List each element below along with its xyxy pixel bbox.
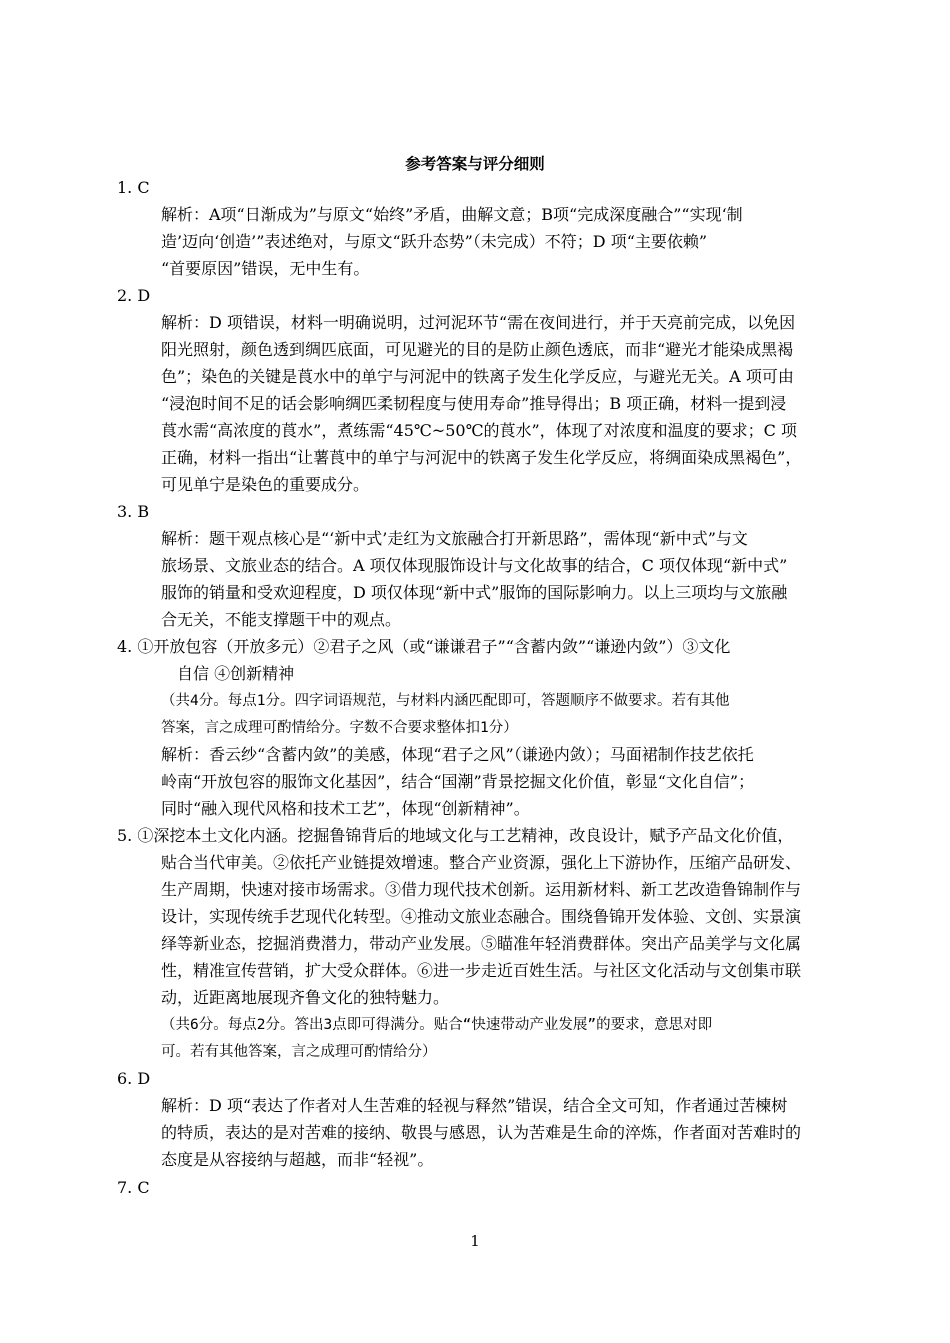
answer-text-line: 解析：A项“日渐成为”与原文“始终”矛盾，曲解文意；B项“完成深度融合”“实现‘制 (161, 205, 743, 224)
answer-text-line: 设计，实现传统手艺现代化转型。④推动文旅业态融合。围绕鲁锦开发体验、文创、实景演 (161, 907, 802, 926)
question-number-line: 6. D (117, 1069, 151, 1088)
scoring-note-line: 可。若有其他答案，言之成理可酌情给分） (161, 1044, 437, 1060)
answer-text-line: 解析：香云纱“含蓄内敛”的美感，体现“君子之风”（谦逊内敛）；马面裙制作技艺依托 (161, 745, 754, 764)
answer-text-line: 生产周期，快速对接市场需求。③借力现代技术创新。运用新材料、新工艺改造鲁锦制作与 (161, 880, 802, 899)
answer-text-line: 合无关，不能支撑题干中的观点。 (161, 610, 402, 629)
answer-text-line: 性，精准宣传营销，扩大受众群体。⑥进一步走近百姓生活。与社区文化活动与文创集市联 (161, 961, 802, 980)
answer-text-line: 的特质，表达的是对苦难的接纳、敬畏与感恩，认为苦难是生命的淬炼，作者面对苦难时的 (161, 1123, 802, 1142)
answer-text-line: 阳光照射，颜色透到绸匹底面，可见避光的目的是防止颜色透底，而非“避光才能染成黑褐 (161, 340, 794, 359)
answer-text-line: 贴合当代审美。②依托产业链提效增速。整合产业资源，强化上下游协作，压缩产品研发、 (161, 853, 802, 872)
answer-text-line: 态度是从容接纳与超越，而非“轻视”。 (161, 1150, 434, 1169)
answer-text-line: 绎等新业态，挖掘消费潜力，带动产业发展。⑤瞄准年轻消费群体。突出产品美学与文化属 (161, 934, 802, 953)
scoring-note-line: （共4分。每点1分。四字词语规范，与材料内涵匹配即可，答题顺序不做要求。若有其他 (161, 693, 730, 709)
question-number-line: 2. D (117, 286, 151, 305)
answer-text-line: 岭南“开放包容的服饰文化基因”，结合“国潮”背景挖掘文化价值，彰显“文化自信”； (161, 772, 755, 791)
question-number-line: 1. C (117, 178, 150, 197)
document-title: 参考答案与评分细则 (405, 155, 545, 173)
question-number-line: 7. C (117, 1178, 150, 1197)
answer-text-line: 解析：题干观点核心是“‘新中式’走红为文旅融合打开新思路”，需体现“新中式”与文 (161, 529, 748, 548)
answer-text-line: 动，近距离地展现齐鲁文化的独特魅力。 (161, 988, 450, 1007)
answer-text-line: 旅场景、文旅业态的结合。A 项仅体现服饰设计与文化故事的结合，C 项仅体现“新中式” (161, 556, 788, 575)
answer-text-line: “浸泡时间不足的话会影响绸匹柔韧程度与使用寿命”推导得出；B 项正确，材料一提到浸 (161, 394, 787, 413)
answer-text-line: 莨水需“高浓度的莨水”，煮练需“45℃~50℃的莨水”，体现了对浓度和温度的要求；C 项 (161, 421, 797, 440)
answer-text-line: 色”；染色的关键是莨水中的单宁与河泥中的铁离子发生化学反应，与避光无关。A 项可由 (161, 367, 794, 386)
answer-text-line: 解析：D 项错误，材料一明确说明，过河泥环节“需在夜间进行，并于天亮前完成，以免因 (161, 313, 796, 332)
answer-text-line: 造’迈向‘创造’”表述绝对，与原文“跃升态势”（未完成）不符；D 项“主要依赖” (161, 232, 708, 251)
answer-text-line: 可见单宁是染色的重要成分。 (161, 475, 370, 494)
answer-text-line: 正确，材料一指出“让薯莨中的单宁与河泥中的铁离子发生化学反应，将绸面染成黑褐色”， (161, 448, 802, 467)
question-number-line: 5. ①深挖本土文化内涵。挖掘鲁锦背后的地域文化与工艺精神，改良设计，赋予产品文化价值， (117, 826, 794, 845)
answer-text-line: 同时“融入现代风格和技术工艺”，体现“创新精神”。 (161, 799, 530, 818)
question-number-line: 3. B (117, 502, 150, 521)
question-number-line: 4. ①开放包容（开放多元）②君子之风（或“谦谦君子”“含蓄内敛”“谦逊内敛”）③文化 (117, 637, 731, 656)
answer-text-line: 解析：D 项“表达了作者对人生苦难的轻视与释然”错误，结合全文可知，作者通过苦楝树 (161, 1096, 788, 1115)
page-number: 1 (470, 1232, 480, 1250)
scoring-note-line: 答案，言之成理可酌情给分。字数不合要求整体扣1分） (161, 720, 518, 736)
answer-text-line: 自信 ④创新精神 (177, 664, 295, 683)
scoring-note-line: （共6分。每点2分。答出3点即可得满分。贴合“快速带动产业发展”的要求，意思对即 (161, 1017, 713, 1033)
answer-text-line: “首要原因”错误，无中生有。 (161, 259, 370, 278)
answer-text-line: 服饰的销量和受欢迎程度，D 项仅体现“新中式”服饰的国际影响力。以上三项均与文旅融 (161, 583, 788, 602)
